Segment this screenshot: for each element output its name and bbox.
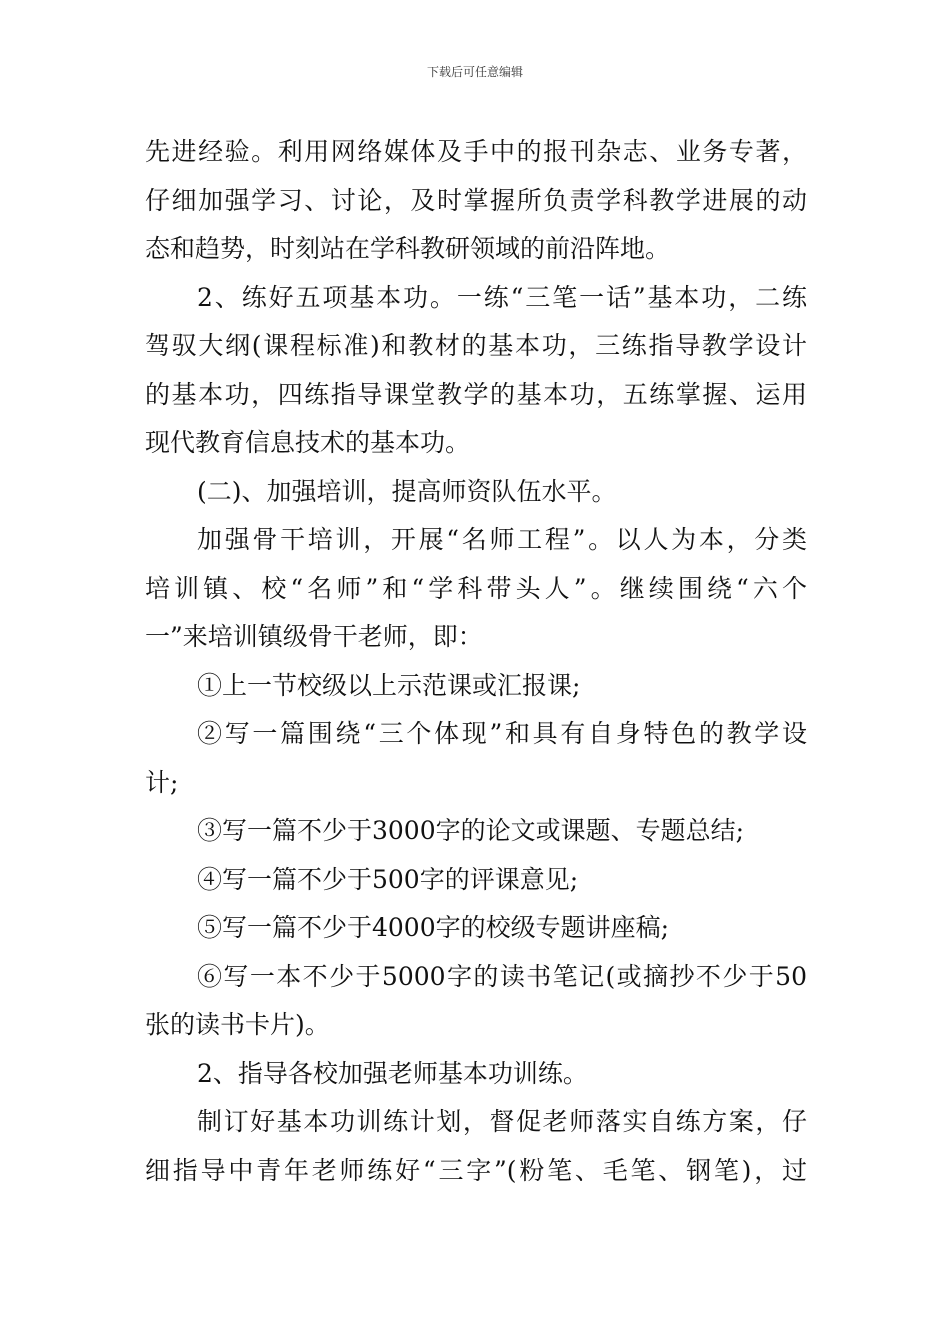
text-line: 一”来培训镇级骨干老师，即： <box>145 622 483 651</box>
text-line: 2、指导各校加强老师基本功训练。 <box>197 1058 588 1088</box>
text-line: 制订好基本功训练计划，督促老师落实自练方案，仔 <box>197 1107 807 1136</box>
text-line: 驾驭大纲(课程标准)和教材的基本功，三练指导教学设计 <box>145 331 807 360</box>
text-line: 态和趋势，时刻站在学科教研领域的前沿阵地。 <box>145 234 671 263</box>
text-line: ③写一篇不少于3000字的论文或课题、专题总结; <box>197 816 745 845</box>
text-line: 2、练好五项基本功。一练“三笔一话”基本功，二练 <box>197 282 807 312</box>
text-line: ④写一篇不少于500字的评课意见; <box>197 864 579 894</box>
text-line: 计; <box>145 767 179 797</box>
text-line: 先进经验。利用网络媒体及手中的报刊杂志、业务专著， <box>145 137 807 166</box>
text-line: 培训镇、校“名师”和“学科带头人”。继续围绕“六个 <box>145 573 807 603</box>
text-line: 细指导中青年老师练好“三字”(粉笔、毛笔、钢笔)，过 <box>145 1155 807 1185</box>
text-line: (二)、加强培训，提高师资队伍水平。 <box>197 476 617 506</box>
text-line: 的基本功，四练指导课堂教学的基本功，五练掌握、运用 <box>145 379 807 409</box>
page-header: 下载后可任意编辑 <box>426 65 523 79</box>
text-line: ①上一节校级以上示范课或汇报课; <box>197 670 581 700</box>
text-line: ⑤写一篇不少于4000字的校级专题讲座稿; <box>197 913 670 942</box>
text-line: ②写一篇围绕“三个体现”和具有自身特色的教学设 <box>197 719 807 748</box>
text-line: 仔细加强学习、讨论，及时掌握所负责学科教学进展的动 <box>145 185 807 215</box>
text-line: ⑥写一本不少于5000字的读书笔记(或摘抄不少于50 <box>197 961 807 991</box>
text-line: 现代教育信息技术的基本功。 <box>145 428 471 457</box>
text-line: 张的读书卡片)。 <box>145 1010 330 1039</box>
text-line: 加强骨干培训，开展“名师工程”。以人为本，分类 <box>197 525 807 554</box>
document-body <box>145 128 807 1195</box>
